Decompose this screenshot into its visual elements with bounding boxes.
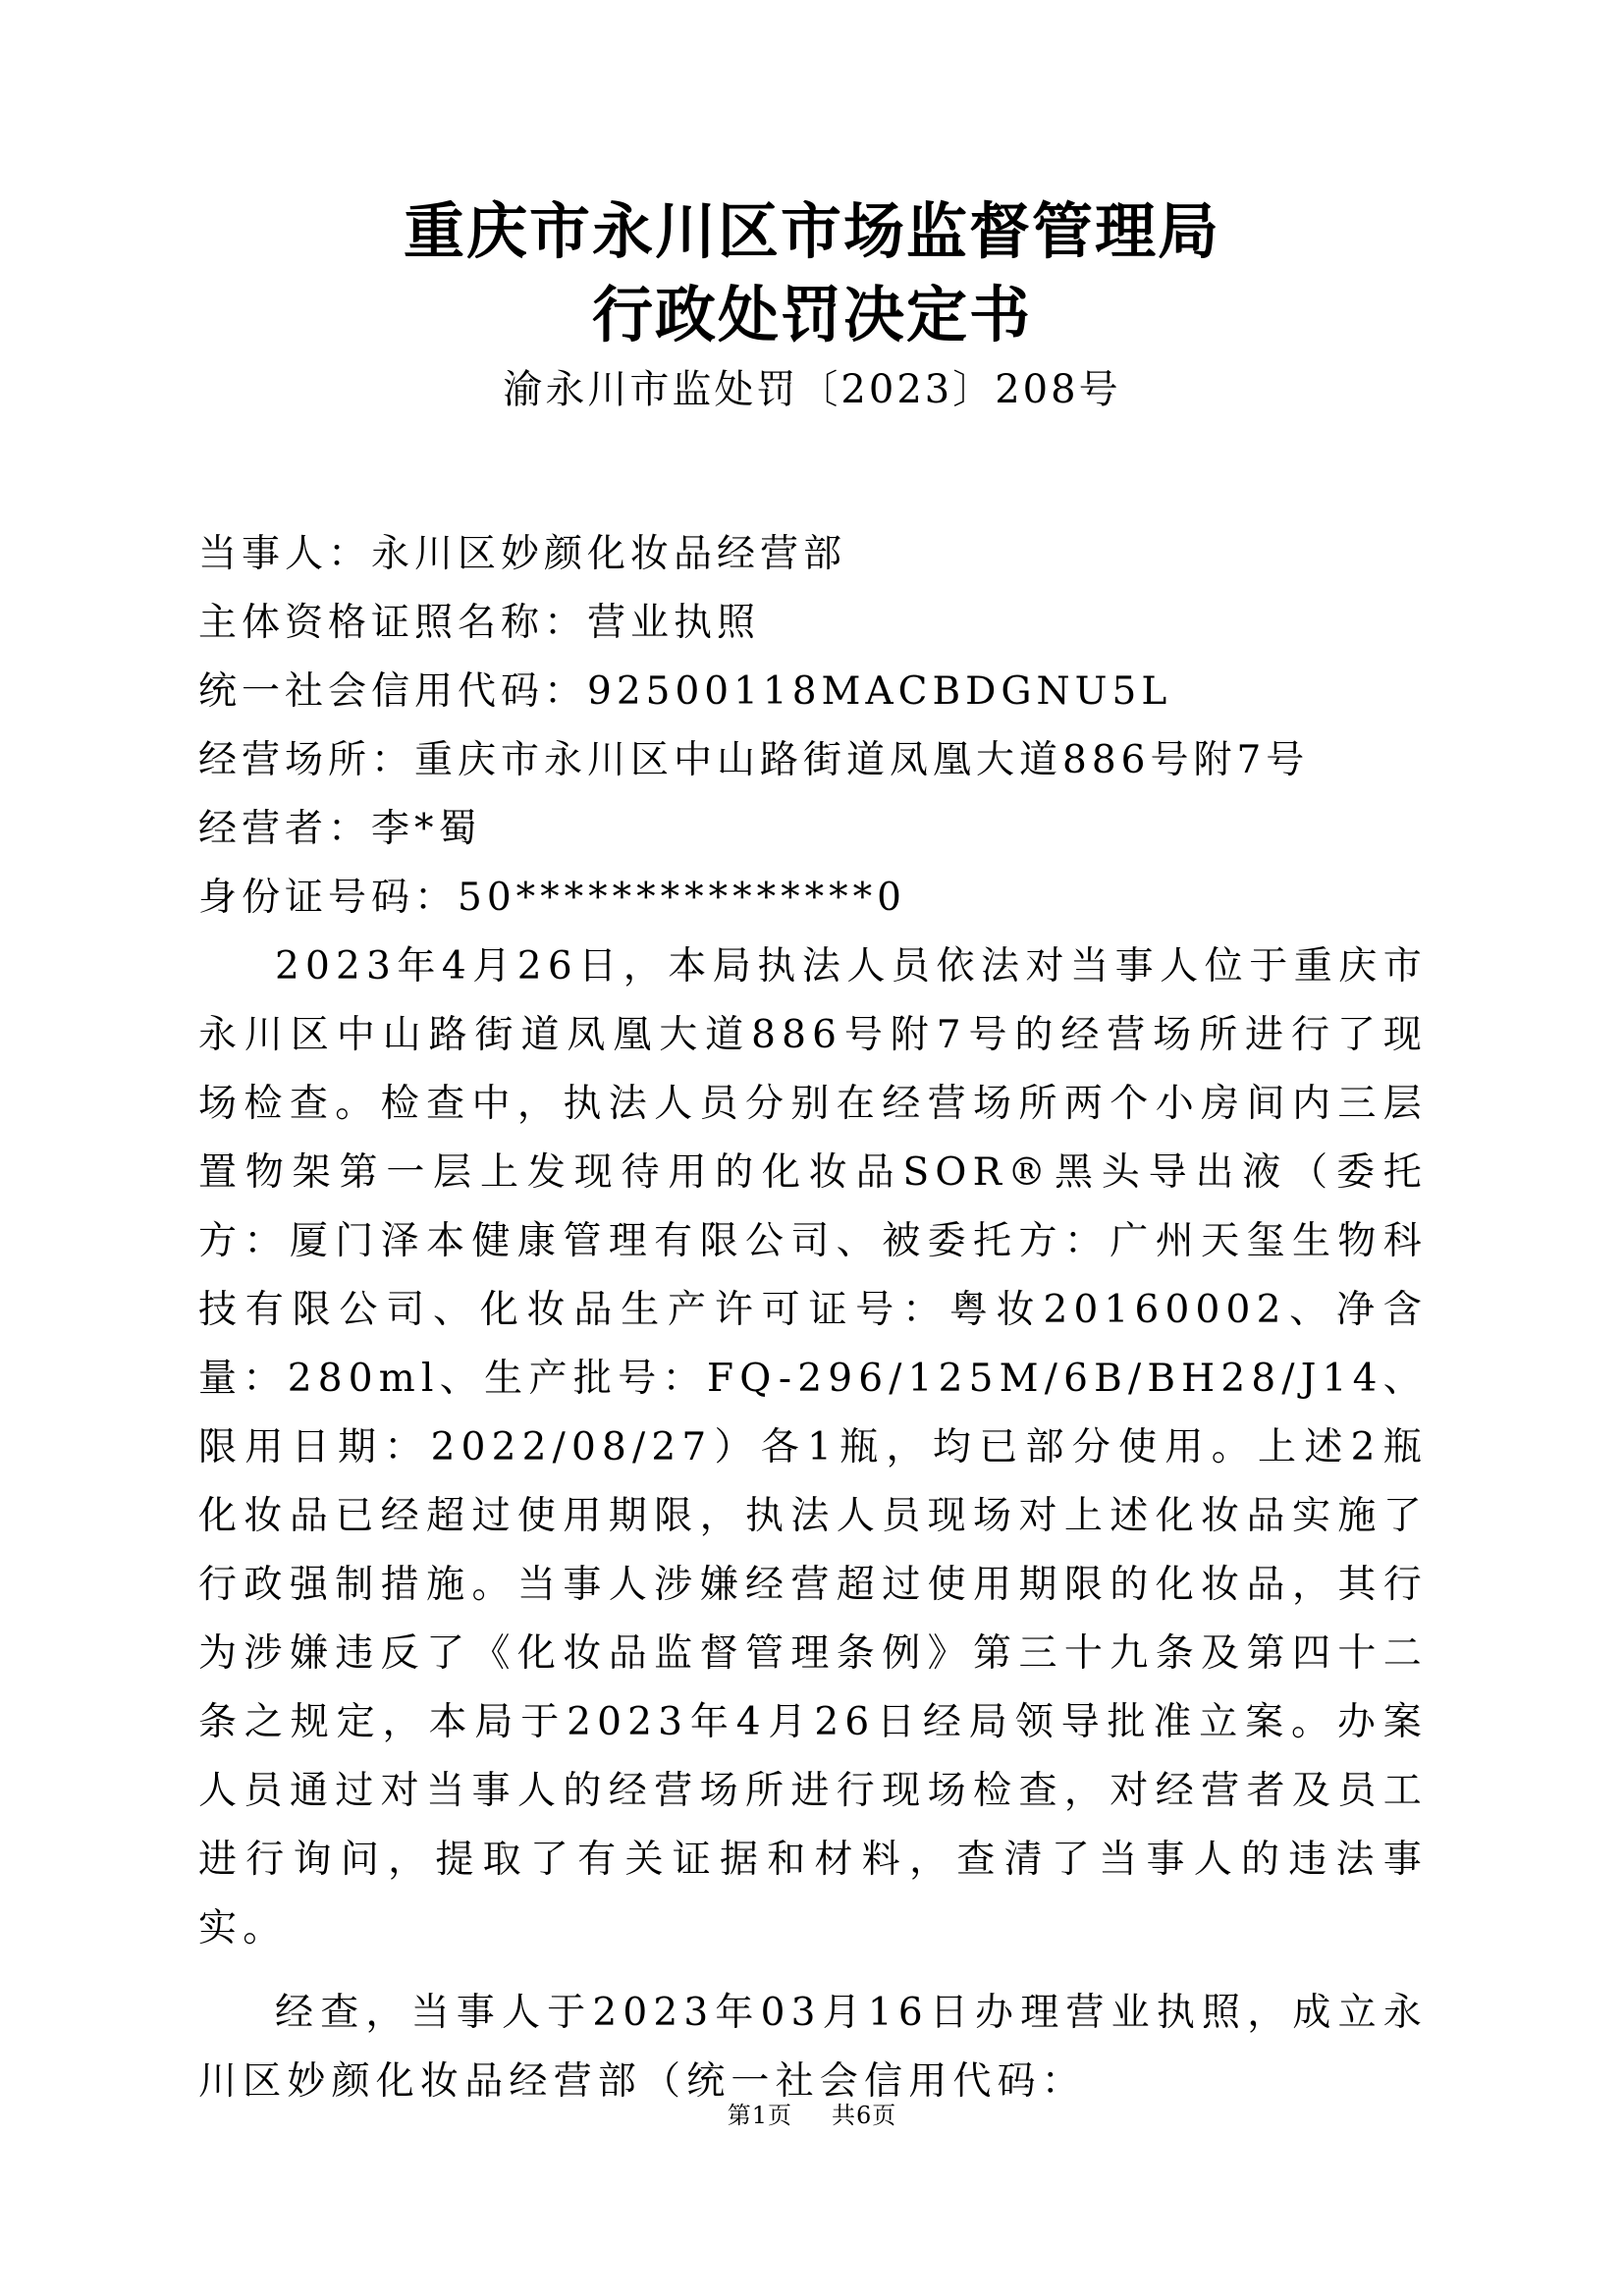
premises-label: 经营场所： xyxy=(198,738,415,782)
page-number-total: 共6页 xyxy=(832,2102,897,2129)
party-label: 当事人： xyxy=(198,532,372,576)
document-type-title: 行政处罚决定书 xyxy=(591,279,1032,350)
credit-code-field xyxy=(198,658,1428,726)
license-name-label: 主体资格证照名称： xyxy=(198,601,588,645)
issuing-authority-title: 重庆市永川区市场监督管理局 xyxy=(403,195,1220,267)
premises-value: 重庆市永川区中山路街道凤凰大道886号附7号 xyxy=(414,738,1310,782)
id-number-value: 50***************0 xyxy=(458,876,906,920)
investigation-paragraph: 经查，当事人于2023年03月16日办理营业执照，成立永川区妙颜化妆品经营部（统一社会信用代码： xyxy=(198,1991,1428,2104)
page-footer xyxy=(0,2101,1624,2130)
party-value: 永川区妙颜化妆品经营部 xyxy=(371,532,847,576)
operator-value: 李*蜀 xyxy=(371,807,482,851)
page-number-current: 第1页 xyxy=(727,2102,792,2129)
credit-code-value: 92500118MACBDGNU5L xyxy=(587,669,1172,714)
credit-code-label: 统一社会信用代码： xyxy=(198,669,588,714)
premises-field xyxy=(198,726,1428,795)
operator-label: 经营者： xyxy=(198,807,372,851)
operator-field xyxy=(198,795,1428,864)
id-number-label: 身份证号码： xyxy=(198,876,459,920)
license-name-value: 营业执照 xyxy=(587,601,761,645)
document-number: 渝永川市监处罚〔2023〕208号 xyxy=(503,367,1121,412)
case-facts-paragraph: 2023年4月26日，本局执法人员依法对当事人位于重庆市永川区中山路街道凤凰大道886号附7号的经营场所进行了现场检查。检查中，执法人员分别在经营场所两个小房间内三层置物架第一层上发现待用的化妆品SOR®黑头导出液（委托方：厦门泽本健康管理有限公司、被委托方：广州天玺生物科技有限公司、化妆品生产许可证号：粤妆20160002、净含量：280ml、生产批号：FQ-296/125M/6B/BH28/J14、限用日期：2022/08/27）各1瓶，均已部分使用。上述2瓶化妆品已经超过使用期限，执法人员现场对上述化妆品实施了行政强制措施。当事人涉嫌经营超过使用期限的化妆品，其行为涉嫌违反了《化妆品监督管理条例》第三十九条及第四十二条之规定，本局于2023年4月26日经局领导批准立案。办案人员通过对当事人的经营场所进行现场检查，对经营者及员工进行询问，提取了有关证据和材料，查清了当事人的违法事实。 xyxy=(198,944,1428,1950)
document-body xyxy=(198,520,1428,2116)
id-number-field xyxy=(198,864,1428,933)
party-field xyxy=(198,520,1428,589)
license-name-field xyxy=(198,589,1428,658)
